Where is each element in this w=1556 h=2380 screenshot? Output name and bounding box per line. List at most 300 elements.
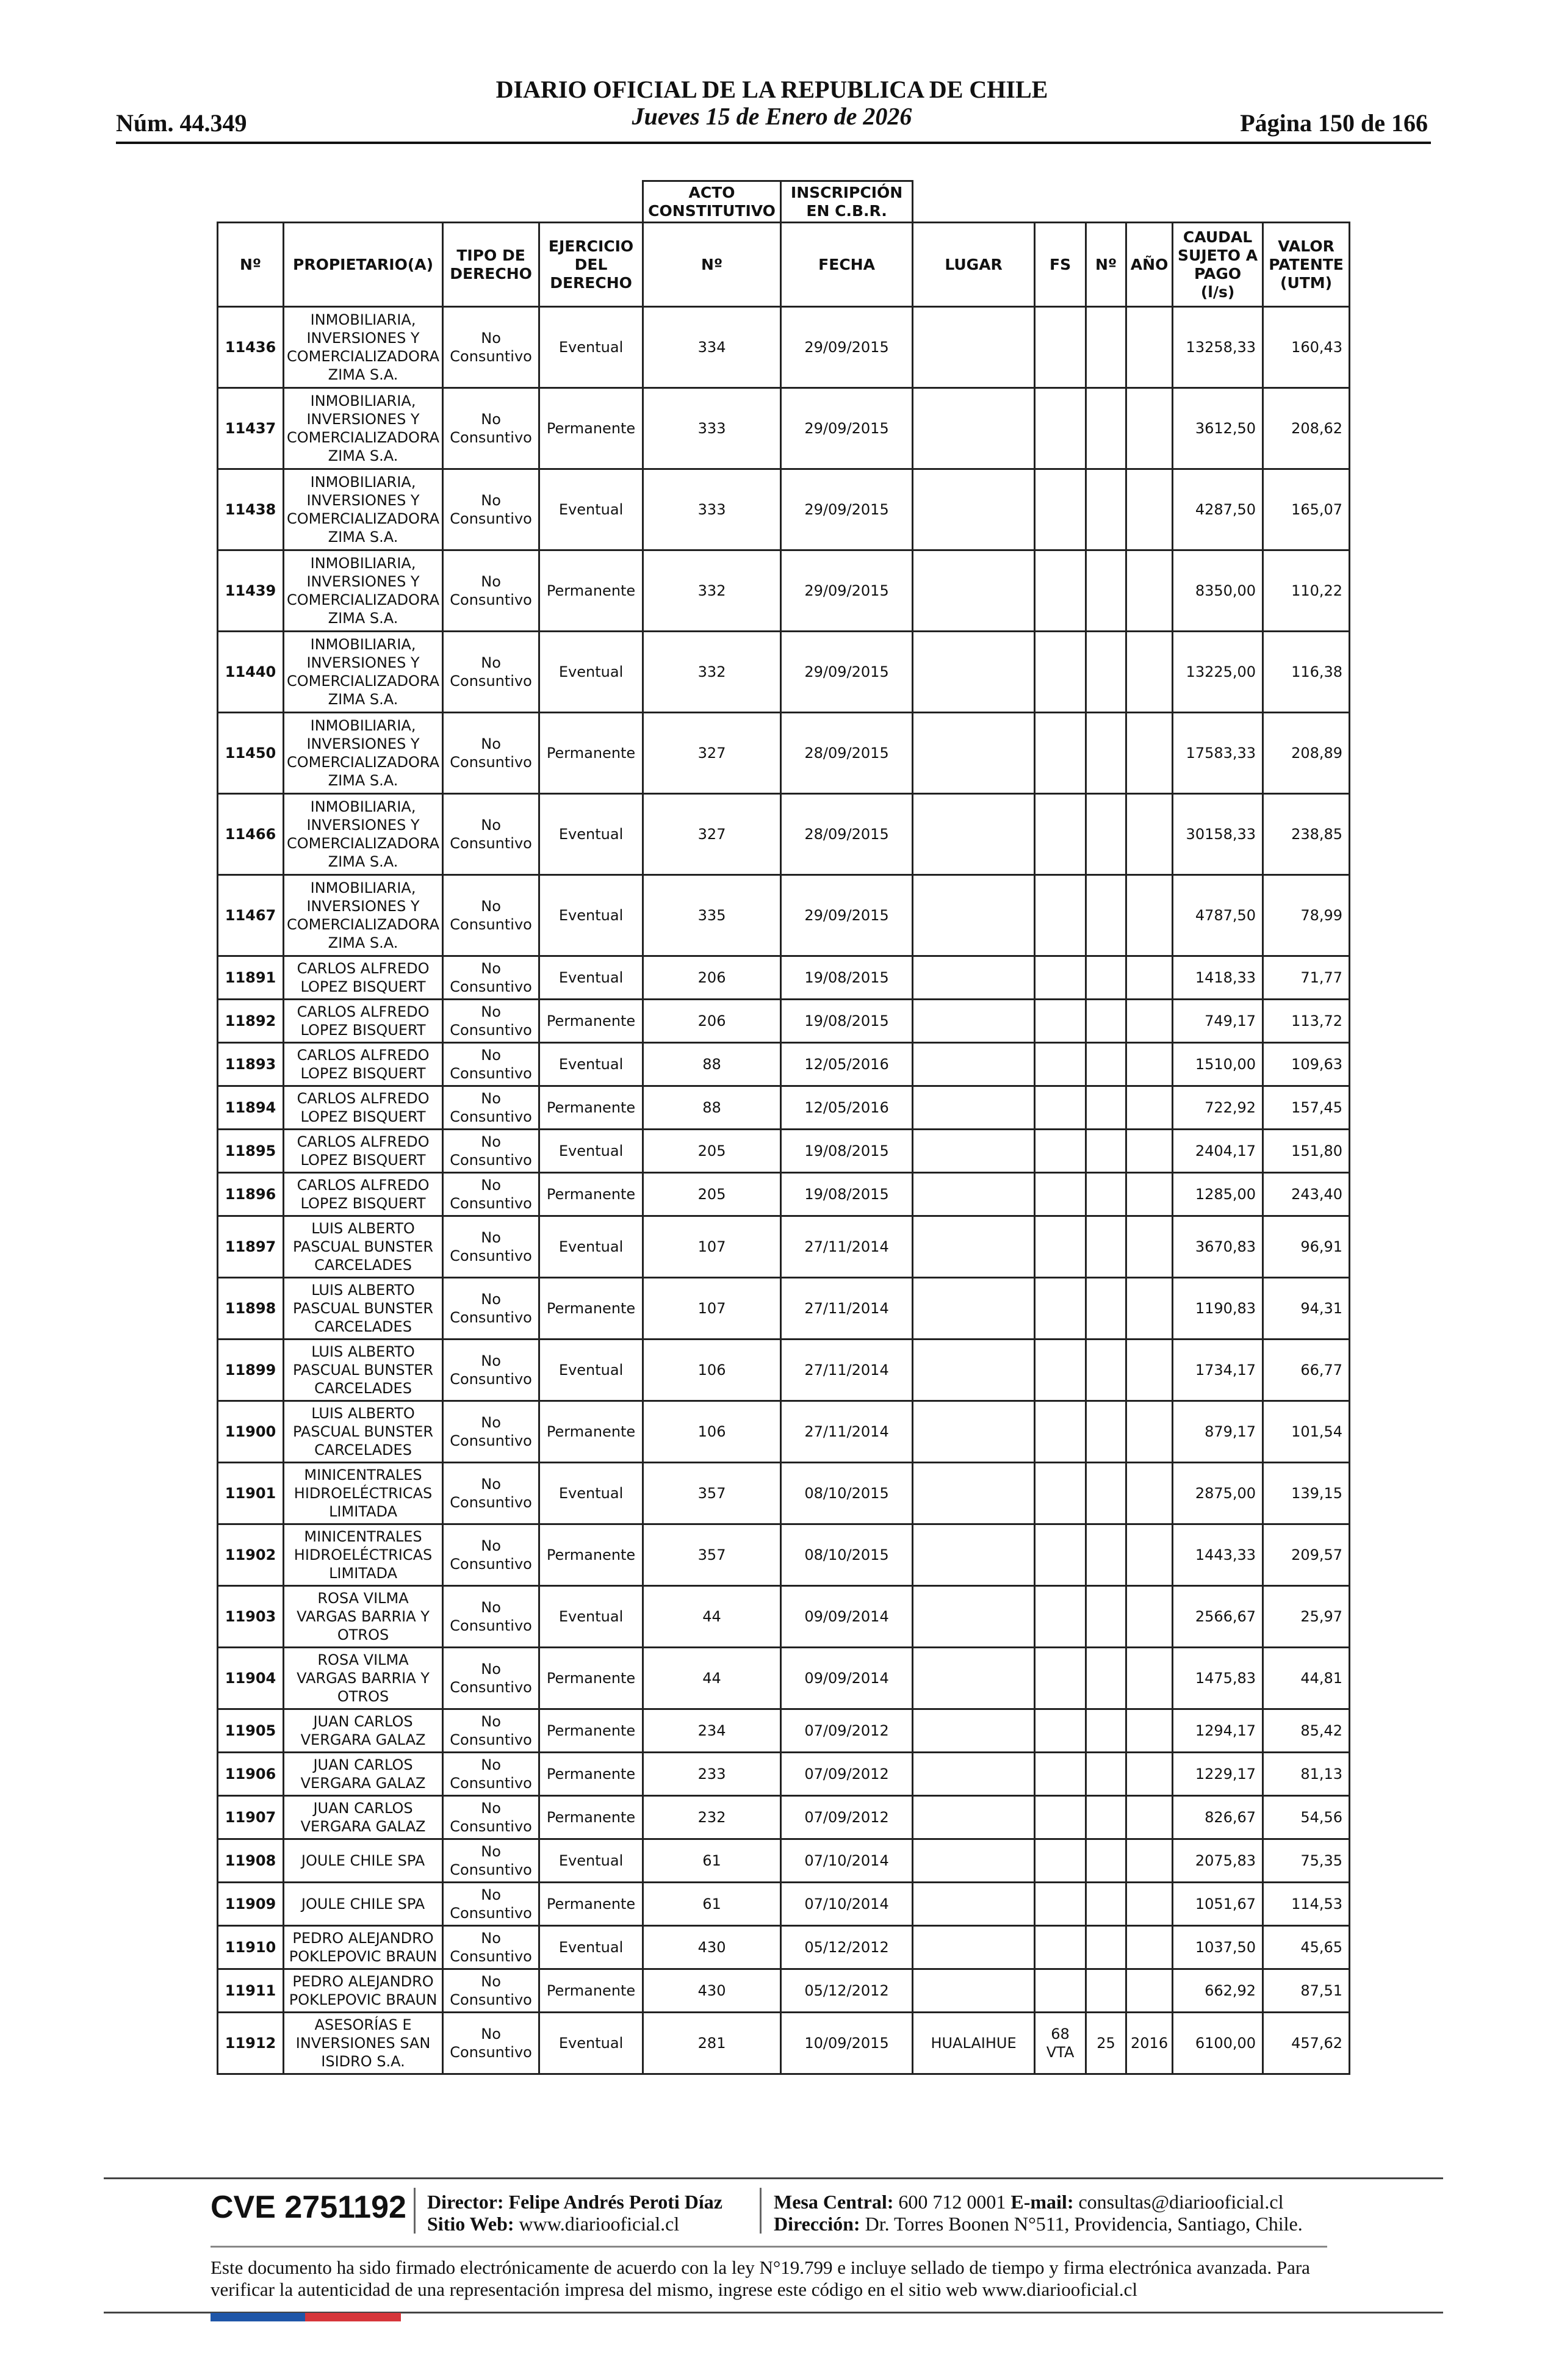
table-body [218,307,1350,2074]
cell-anio [1126,1216,1173,1278]
cell-fs [1035,1648,1086,1709]
cell-tipo: No Consuntivo [443,1463,539,1524]
cell-tipo: No Consuntivo [443,1969,539,2013]
cell-number: 11901 [218,1463,284,1524]
cell-ejercicio: Permanente [539,1278,643,1340]
cell-lugar [913,1130,1035,1173]
cell-anio [1126,1130,1173,1173]
cell-fs [1035,1043,1086,1086]
cell-fecha: 07/10/2014 [781,1883,913,1926]
cell-acto-n: 44 [643,1648,781,1709]
cell-propietario: MINICENTRALES HIDROELÉCTRICAS LIMITADA [284,1524,443,1586]
cell-cbr-n [1086,1216,1126,1278]
cell-anio [1126,1086,1173,1130]
cell-valor: 116,38 [1263,632,1350,713]
col-header-fs: FS [1035,223,1086,307]
cell-propietario: JUAN CARLOS VERGARA GALAZ [284,1796,443,1839]
cell-ejercicio: Permanente [539,1709,643,1753]
cell-tipo: No Consuntivo [443,1216,539,1278]
masthead [116,76,1428,130]
cell-valor: 85,42 [1263,1709,1350,1753]
cell-cbr-n [1086,1173,1126,1216]
cell-acto-n: 333 [643,388,781,469]
cell-number: 11892 [218,1000,284,1043]
col-header-propietario: PROPIETARIO(A) [284,223,443,307]
cell-ejercicio: Permanente [539,550,643,632]
cell-fecha: 07/09/2012 [781,1753,913,1796]
table-row [218,1401,1350,1463]
cell-anio [1126,794,1173,875]
cell-cbr-n [1086,1586,1126,1648]
cell-number: 11893 [218,1043,284,1086]
cell-ejercicio: Permanente [539,1753,643,1796]
cell-lugar [913,1586,1035,1648]
cell-valor: 243,40 [1263,1173,1350,1216]
cell-propietario: ROSA VILMA VARGAS BARRIA Y OTROS [284,1648,443,1709]
cell-ejercicio: Permanente [539,1796,643,1839]
cell-fecha: 27/11/2014 [781,1216,913,1278]
cell-cbr-n [1086,794,1126,875]
cell-number: 11899 [218,1340,284,1401]
cell-lugar [913,1173,1035,1216]
cell-valor: 71,77 [1263,956,1350,1000]
cell-caudal: 3612,50 [1173,388,1263,469]
cell-number: 11903 [218,1586,284,1648]
cell-number: 11450 [218,713,284,794]
cell-ejercicio: Permanente [539,1648,643,1709]
cell-fecha: 28/09/2015 [781,794,913,875]
group-header-cbr: INSCRIPCIÓN EN C.B.R. [781,181,913,223]
cell-tipo: No Consuntivo [443,1839,539,1883]
cell-lugar [913,1709,1035,1753]
cell-propietario: INMOBILIARIA, INVERSIONES Y COMERCIALIZADORA ZIMA S.A. [284,469,443,550]
cell-anio [1126,1969,1173,2013]
header-spacer [913,181,1350,223]
cell-caudal: 8350,00 [1173,550,1263,632]
cell-cbr-n [1086,307,1126,388]
cell-valor: 151,80 [1263,1130,1350,1173]
cell-anio [1126,1883,1173,1926]
cell-cbr-n [1086,1839,1126,1883]
cell-propietario: JOULE CHILE SPA [284,1839,443,1883]
cell-tipo: No Consuntivo [443,469,539,550]
cell-cbr-n [1086,1401,1126,1463]
cell-fecha: 27/11/2014 [781,1401,913,1463]
cell-acto-n: 332 [643,632,781,713]
cell-cbr-n [1086,1463,1126,1524]
cell-cbr-n [1086,632,1126,713]
cell-cbr-n [1086,469,1126,550]
cell-fs [1035,1753,1086,1796]
cell-anio [1126,550,1173,632]
cell-tipo: No Consuntivo [443,1753,539,1796]
mesa-label: Mesa Central: [774,2191,894,2213]
cell-valor: 81,13 [1263,1753,1350,1796]
cell-anio [1126,469,1173,550]
cell-anio [1126,632,1173,713]
cell-propietario: JUAN CARLOS VERGARA GALAZ [284,1709,443,1753]
col-header-lugar: LUGAR [913,223,1035,307]
table-row [218,388,1350,469]
cell-ejercicio: Eventual [539,1463,643,1524]
cell-cbr-n [1086,1524,1126,1586]
cell-number: 11900 [218,1401,284,1463]
group-header-acto: ACTO CONSTITUTIVO [643,181,781,223]
cell-caudal: 1475,83 [1173,1648,1263,1709]
cell-valor: 87,51 [1263,1969,1350,2013]
cell-tipo: No Consuntivo [443,1796,539,1839]
cell-anio [1126,956,1173,1000]
cell-fecha: 19/08/2015 [781,1130,913,1173]
table-row [218,469,1350,550]
mesa-phone: 600 712 0001 [898,2191,1006,2213]
cell-ejercicio: Eventual [539,1216,643,1278]
cell-fs [1035,713,1086,794]
cell-propietario: INMOBILIARIA, INVERSIONES Y COMERCIALIZADORA ZIMA S.A. [284,794,443,875]
cell-cbr-n [1086,713,1126,794]
cell-cbr-n [1086,1796,1126,1839]
cell-ejercicio: Eventual [539,794,643,875]
cell-propietario: MINICENTRALES HIDROELÉCTRICAS LIMITADA [284,1463,443,1524]
footer-contact-block [774,2191,1303,2235]
issue-number: Núm. 44.349 [116,109,247,137]
cell-propietario: CARLOS ALFREDO LOPEZ BISQUERT [284,1086,443,1130]
cell-number: 11910 [218,1926,284,1969]
cell-propietario: JUAN CARLOS VERGARA GALAZ [284,1753,443,1796]
cell-valor: 54,56 [1263,1796,1350,1839]
cell-tipo: No Consuntivo [443,956,539,1000]
cell-fecha: 29/09/2015 [781,469,913,550]
cell-lugar [913,550,1035,632]
cell-lugar [913,1839,1035,1883]
cell-tipo: No Consuntivo [443,875,539,956]
cell-anio [1126,1278,1173,1340]
cell-fecha: 08/10/2015 [781,1524,913,1586]
cell-tipo: No Consuntivo [443,2013,539,2074]
cell-ejercicio: Eventual [539,1130,643,1173]
cell-fecha: 05/12/2012 [781,1969,913,2013]
cell-lugar [913,1753,1035,1796]
cell-acto-n: 106 [643,1340,781,1401]
cell-anio [1126,1401,1173,1463]
table-row [218,1216,1350,1278]
cell-acto-n: 234 [643,1709,781,1753]
cell-acto-n: 88 [643,1086,781,1130]
cell-caudal: 3670,83 [1173,1216,1263,1278]
cell-number: 11909 [218,1883,284,1926]
footer-separator [414,2188,416,2234]
cell-cbr-n [1086,1648,1126,1709]
cell-caudal: 662,92 [1173,1969,1263,2013]
cell-valor: 457,62 [1263,2013,1350,2074]
cell-ejercicio: Permanente [539,1086,643,1130]
cell-tipo: No Consuntivo [443,1130,539,1173]
cell-tipo: No Consuntivo [443,1524,539,1586]
cell-tipo: No Consuntivo [443,1926,539,1969]
cell-acto-n: 61 [643,1883,781,1926]
cell-acto-n: 107 [643,1216,781,1278]
cell-anio [1126,1796,1173,1839]
cell-ejercicio: Eventual [539,2013,643,2074]
cell-lugar [913,1524,1035,1586]
cell-valor: 160,43 [1263,307,1350,388]
cell-acto-n: 430 [643,1926,781,1969]
cell-valor: 114,53 [1263,1883,1350,1926]
cell-acto-n: 334 [643,307,781,388]
cell-number: 11911 [218,1969,284,2013]
cell-lugar [913,632,1035,713]
table-row [218,794,1350,875]
cell-caudal: 17583,33 [1173,713,1263,794]
cell-ejercicio: Permanente [539,1883,643,1926]
cell-propietario: INMOBILIARIA, INVERSIONES Y COMERCIALIZADORA ZIMA S.A. [284,875,443,956]
cell-fecha: 09/09/2014 [781,1586,913,1648]
col-header-cbr-n: Nº [1086,223,1126,307]
cell-valor: 157,45 [1263,1086,1350,1130]
cell-cbr-n [1086,1709,1126,1753]
table-row [218,1086,1350,1130]
cell-caudal: 879,17 [1173,1401,1263,1463]
col-header-ejercicio: EJERCICIO DEL DERECHO [539,223,643,307]
header-divider [116,142,1431,144]
table-row [218,307,1350,388]
cell-lugar [913,713,1035,794]
cell-ejercicio: Permanente [539,1173,643,1216]
cell-anio [1126,713,1173,794]
table-row [218,1000,1350,1043]
cell-tipo: No Consuntivo [443,388,539,469]
cell-tipo: No Consuntivo [443,1709,539,1753]
cell-cbr-n [1086,1883,1126,1926]
cell-cbr-n [1086,1969,1126,2013]
header-spacer [218,181,643,223]
cell-number: 11436 [218,307,284,388]
cell-caudal: 4287,50 [1173,469,1263,550]
website-link[interactable]: www.diariooficial.cl [519,2213,680,2235]
cell-fs [1035,1796,1086,1839]
cell-valor: 209,57 [1263,1524,1350,1586]
cell-propietario: LUIS ALBERTO PASCUAL BUNSTER CARCELADES [284,1340,443,1401]
cell-valor: 165,07 [1263,469,1350,550]
cell-ejercicio: Permanente [539,1969,643,2013]
cell-fecha: 28/09/2015 [781,713,913,794]
flag-stripe-red [305,2313,401,2321]
cell-acto-n: 106 [643,1401,781,1463]
cell-caudal: 1418,33 [1173,956,1263,1000]
cell-acto-n: 206 [643,956,781,1000]
director-name: Felipe Andrés Peroti Díaz [508,2191,722,2213]
cell-acto-n: 205 [643,1173,781,1216]
website-label: Sitio Web: [427,2213,514,2235]
flag-stripe-blue [211,2313,305,2321]
cell-caudal: 1443,33 [1173,1524,1263,1586]
cell-caudal: 2566,67 [1173,1586,1263,1648]
cell-lugar [913,1216,1035,1278]
cell-tipo: No Consuntivo [443,550,539,632]
cell-anio [1126,1524,1173,1586]
cell-fecha: 07/09/2012 [781,1796,913,1839]
cell-anio [1126,1000,1173,1043]
cell-ejercicio: Eventual [539,1926,643,1969]
legal-notice: Este documento ha sido firmado electrónicamente de acuerdo con la ley N°19.799 e incluye sellado de tiempo y firma electrónica avanzada. Para verificar la autenticidad de una representación impresa del mismo, ingrese este código en el sitio web www.diariooficial.cl [211,2257,1310,2300]
cell-lugar [913,307,1035,388]
cell-anio [1126,1586,1173,1648]
cell-anio [1126,1463,1173,1524]
email-label: E-mail: [1010,2191,1074,2213]
cell-fs [1035,550,1086,632]
cell-tipo: No Consuntivo [443,1648,539,1709]
cell-fs [1035,1278,1086,1340]
cell-anio [1126,1043,1173,1086]
table-row [218,713,1350,794]
cell-valor: 101,54 [1263,1401,1350,1463]
cell-number: 11466 [218,794,284,875]
cell-acto-n: 88 [643,1043,781,1086]
email-link[interactable]: consultas@diariooficial.cl [1078,2191,1284,2213]
table-row [218,1130,1350,1173]
cell-tipo: No Consuntivo [443,1278,539,1340]
cell-anio [1126,1753,1173,1796]
cell-acto-n: 233 [643,1753,781,1796]
cell-caudal: 30158,33 [1173,794,1263,875]
cell-ejercicio: Eventual [539,469,643,550]
footer-separator [760,2188,762,2234]
cell-anio [1126,1173,1173,1216]
col-header-n: Nº [218,223,284,307]
cell-fs [1035,1173,1086,1216]
table-row [218,956,1350,1000]
cell-number: 11904 [218,1648,284,1709]
cell-propietario: CARLOS ALFREDO LOPEZ BISQUERT [284,1043,443,1086]
cell-number: 11438 [218,469,284,550]
table-row [218,632,1350,713]
cell-propietario: INMOBILIARIA, INVERSIONES Y COMERCIALIZADORA ZIMA S.A. [284,713,443,794]
footer-divider [104,2177,1443,2179]
cell-fecha: 19/08/2015 [781,956,913,1000]
cell-caudal: 2075,83 [1173,1839,1263,1883]
cell-tipo: No Consuntivo [443,1000,539,1043]
cell-fecha: 07/09/2012 [781,1709,913,1753]
cell-number: 11906 [218,1753,284,1796]
cell-valor: 208,89 [1263,713,1350,794]
cell-propietario: PEDRO ALEJANDRO POKLEPOVIC BRAUN [284,1969,443,2013]
cell-cbr-n [1086,550,1126,632]
cell-propietario: INMOBILIARIA, INVERSIONES Y COMERCIALIZADORA ZIMA S.A. [284,388,443,469]
cell-fs [1035,956,1086,1000]
cell-fecha: 29/09/2015 [781,632,913,713]
cell-acto-n: 205 [643,1130,781,1173]
cell-propietario: LUIS ALBERTO PASCUAL BUNSTER CARCELADES [284,1278,443,1340]
cell-caudal: 1734,17 [1173,1340,1263,1401]
cell-tipo: No Consuntivo [443,1086,539,1130]
cell-cbr-n [1086,1000,1126,1043]
cell-number: 11895 [218,1130,284,1173]
cell-fs [1035,1216,1086,1278]
cell-lugar [913,1401,1035,1463]
cell-lugar [913,388,1035,469]
cell-tipo: No Consuntivo [443,307,539,388]
footer-divider [211,2246,1327,2248]
cell-lugar: HUALAIHUE [913,2013,1035,2074]
cell-ejercicio: Eventual [539,1586,643,1648]
cell-fs [1035,794,1086,875]
cell-number: 11437 [218,388,284,469]
cell-propietario: CARLOS ALFREDO LOPEZ BISQUERT [284,1000,443,1043]
cell-tipo: No Consuntivo [443,1401,539,1463]
table-row [218,1709,1350,1753]
cell-anio [1126,1926,1173,1969]
cell-fecha: 27/11/2014 [781,1340,913,1401]
cell-valor: 45,65 [1263,1926,1350,1969]
cell-fecha: 10/09/2015 [781,2013,913,2074]
cell-number: 11891 [218,956,284,1000]
cell-fs [1035,1401,1086,1463]
cell-cbr-n [1086,875,1126,956]
cell-cbr-n [1086,388,1126,469]
col-header-tipo: TIPO DE DERECHO [443,223,539,307]
cell-valor: 44,81 [1263,1648,1350,1709]
cell-fs [1035,1709,1086,1753]
cell-number: 11902 [218,1524,284,1586]
col-header-acto-n: Nº [643,223,781,307]
cell-fs [1035,469,1086,550]
cell-propietario: CARLOS ALFREDO LOPEZ BISQUERT [284,1130,443,1173]
cell-acto-n: 232 [643,1796,781,1839]
cell-number: 11467 [218,875,284,956]
table-row [218,1969,1350,2013]
cell-fs [1035,1524,1086,1586]
cell-tipo: No Consuntivo [443,713,539,794]
cell-fs [1035,307,1086,388]
cell-propietario: JOULE CHILE SPA [284,1883,443,1926]
cell-fecha: 19/08/2015 [781,1000,913,1043]
cell-tipo: No Consuntivo [443,1173,539,1216]
cell-lugar [913,1463,1035,1524]
cell-cbr-n [1086,1086,1126,1130]
cell-acto-n: 430 [643,1969,781,2013]
cell-tipo: No Consuntivo [443,1340,539,1401]
table-row [218,1278,1350,1340]
cell-caudal: 2404,17 [1173,1130,1263,1173]
cell-lugar [913,1883,1035,1926]
cell-propietario: CARLOS ALFREDO LOPEZ BISQUERT [284,956,443,1000]
cell-valor: 96,91 [1263,1216,1350,1278]
cell-ejercicio: Eventual [539,1340,643,1401]
cell-acto-n: 357 [643,1463,781,1524]
cell-lugar [913,794,1035,875]
table-row [218,1753,1350,1796]
cell-valor: 75,35 [1263,1839,1350,1883]
cell-ejercicio: Eventual [539,1043,643,1086]
cell-fs [1035,1340,1086,1401]
cell-anio [1126,307,1173,388]
cell-fs [1035,1086,1086,1130]
water-rights-table [217,180,1350,2075]
table-row [218,1883,1350,1926]
cell-ejercicio: Eventual [539,307,643,388]
table-row [218,1839,1350,1883]
col-header-fecha: FECHA [781,223,913,307]
cell-tipo: No Consuntivo [443,794,539,875]
cell-ejercicio: Eventual [539,956,643,1000]
cell-lugar [913,1648,1035,1709]
cell-fecha: 07/10/2014 [781,1839,913,1883]
cell-fs [1035,1926,1086,1969]
cell-fecha: 27/11/2014 [781,1278,913,1340]
cell-cbr-n [1086,1926,1126,1969]
cell-ejercicio: Eventual [539,875,643,956]
cell-caudal: 1190,83 [1173,1278,1263,1340]
